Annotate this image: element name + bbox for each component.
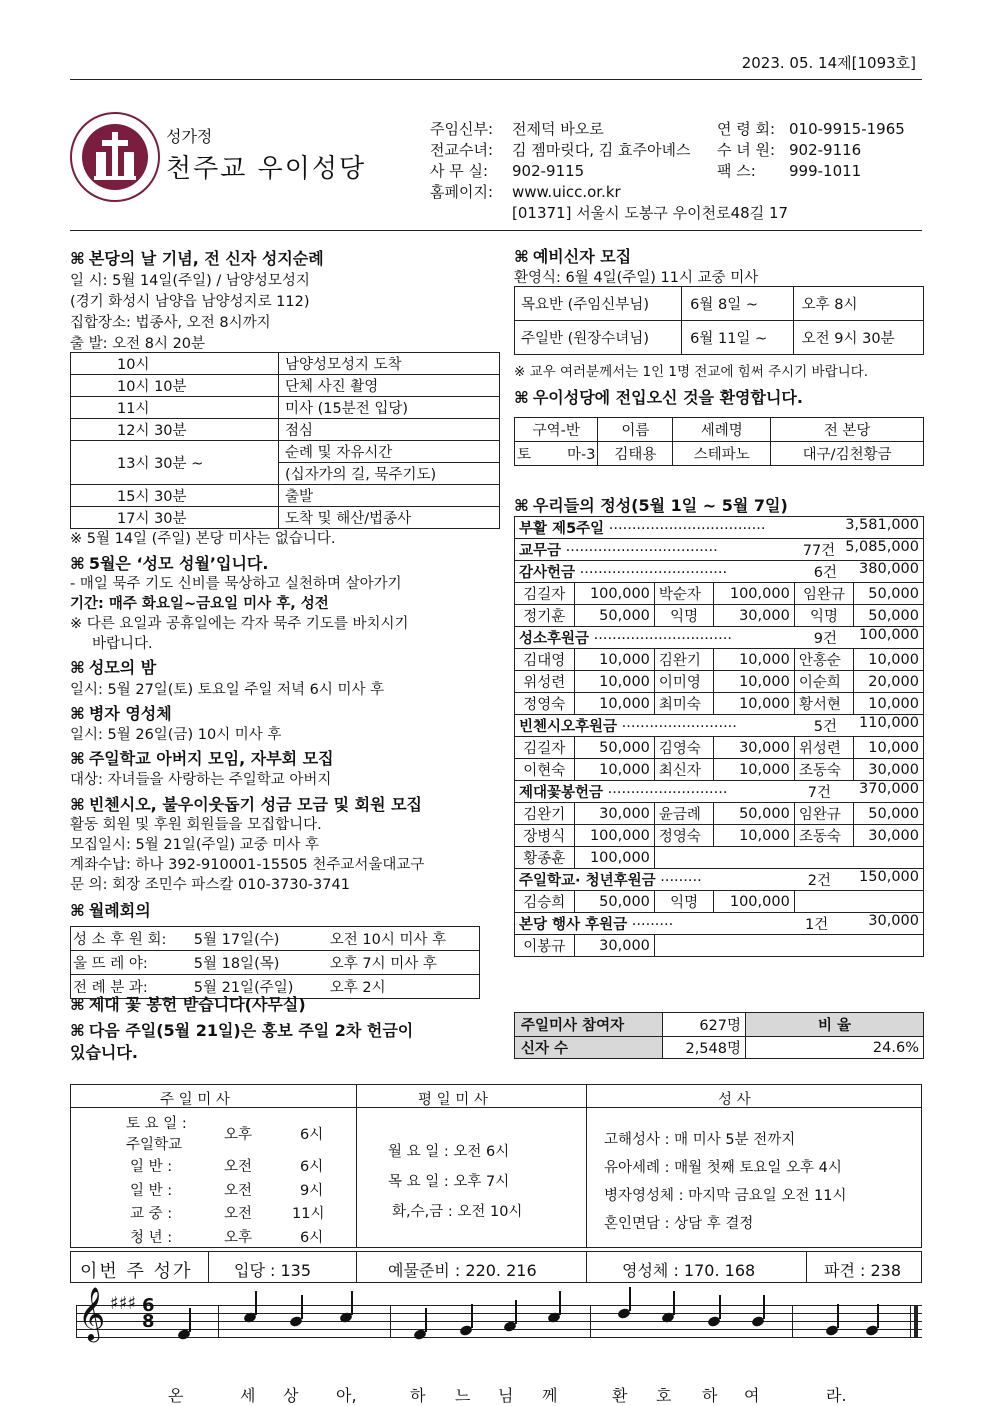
rosary-period: 기간: 매주 화요일~금요일 미사 후, 성전 [70,596,329,612]
table-row: 울 뜨 레 야: 5월 18일(목) 오후 7시 미사 후 [71,951,480,975]
table-row: 김길자 50,000 김영숙 30,000 위성련 10,000 [515,737,924,759]
weekday-mass-row: 목 요 일 : 오후 7시 [388,1174,510,1190]
offerings-title: ⌘ 우리들의 정성(5월 1일 ~ 5월 7일) [514,496,788,515]
table-row: 17시 30분 도착 및 해산/법종사 [71,507,500,529]
logo-subtitle: 성가정 [166,127,213,146]
pilgrimage-title: ⌘ 본당의 날 기념, 전 신자 성지순례 [70,249,324,268]
sacrament-row: 병자영성체 : 마지막 금요일 오전 11시 [604,1188,847,1204]
lyric-syllable: 상 [283,1386,299,1405]
hymn-dismissal: 파견 : 238 [824,1261,902,1280]
catechumen-note: ※ 교우 여러분께서는 1인 1명 전교에 힘써 주시기 바랍니다. [514,364,869,380]
table-row: 정영숙 10,000 최미숙 10,000 황서현 10,000 [515,693,924,715]
offerings-table [514,516,924,957]
staff-line [76,1329,922,1330]
lyric-syllable: 온 [168,1386,184,1405]
rosary-title: ⌘ 5월은 ‘성모 성월’입니다. [70,554,269,573]
table-row: 위성련 10,000 이미영 10,000 이순희 20,000 [515,671,924,693]
staff-start [76,1305,77,1337]
fathers-target: 대상: 자녀들을 사랑하는 주일학교 아버지 [70,772,332,788]
table-row: 목요반 (주임신부님) 6월 8일 ~ 오후 8시 [515,287,924,321]
next-sunday-notice: ⌘ 다음 주일(5월 21일)은 홍보 주일 2차 헌금이 [70,1021,414,1040]
sacrament-row: 유아세례 : 매월 첫째 토요일 오후 4시 [604,1160,842,1176]
flowers-title: ⌘ 제대 꽃 봉헌 받습니다(사무실) [70,995,306,1014]
mass-row-time: 오후 [224,1230,253,1246]
mass-col-divider [356,1084,357,1248]
parish-info: 주임신부: 전제덕 바오로 연 령 회: 010-9915-1965 전교수녀: 김 젬마릿다, 김 효주아녜스 수 녀 원: 902-9116 사 무 실: 902-9115 팩 스: 999-1011 홈페이지: www.uicc.or.kr [01371] 서울시 도봉구 우이천로48길 17 [430,120,905,222]
note-stem [673,1291,675,1315]
attendance-table [514,1012,924,1059]
lyric-syllable: 아, [336,1386,357,1405]
lyric-syllable: 세 [240,1386,256,1405]
sacrament-row: 고해성사 : 매 미사 5분 전까지 [604,1132,796,1148]
rosary-line: - 매일 묵주 기도 신비를 묵상하고 실천하며 살아가기 [70,576,402,592]
lyric-syllable: 께 [542,1386,558,1405]
note-stem [425,1308,427,1332]
hymn-offertory: 예물준비 : 220. 216 [388,1261,537,1280]
staff-line [76,1313,922,1314]
lyric-syllable: 하 [410,1386,426,1405]
sick-communion-time: 일시: 5월 26일(금) 10시 미사 후 [70,727,282,743]
note-stem [763,1295,765,1319]
table-row: 정기훈 50,000 익명 30,000 익명 50,000 [515,605,924,627]
note-stem [719,1295,721,1319]
table-row: 11시 미사 (15분전 입당) [71,397,500,419]
mass-row-label: 청 년 : [130,1230,173,1246]
pilgrimage-note: ※ 5월 14일 (주일) 본당 미사는 없습니다. [70,531,336,547]
monthly-meeting-table [70,926,480,999]
table-row: 부활 제5주일 ·································· 3,581,000 [515,517,924,539]
mass-row-hour: 6시 [300,1159,324,1175]
hymn-label: 이번 주 성가 [80,1261,193,1282]
table-row: 주일미사 참여자 627명 비 율 [515,1013,924,1037]
mass-row-time: 오후 [224,1127,253,1143]
bar-line [390,1305,391,1337]
staff-line [76,1321,922,1322]
table-row: 신자 수 2,548명 24.6% [515,1037,924,1059]
hymn-communion: 영성체 : 170. 168 [622,1261,756,1280]
table-row: 주일반 (원장수녀님) 6월 11일 ~ 오전 9시 30분 [515,321,924,355]
table-row: 제대꽃봉헌금 ·························· 370,000 7건 [515,781,924,803]
newcomers-table [514,417,924,466]
table-row: 교무금 ································· 5,085,000 77건 [515,539,924,561]
homepage-link[interactable]: www.uicc.or.kr [512,183,621,201]
mass-row-time: 오전 [224,1159,253,1175]
hymn-divider [356,1251,357,1283]
note-stem [471,1304,473,1328]
mass-row-label: 일 반 : [130,1183,173,1199]
parish-seal [70,112,160,202]
time-signature: 6 8 [142,1295,155,1332]
table-row: 김완기 30,000 윤금례 50,000 임완규 50,000 [515,803,924,825]
mass-col-divider [586,1084,587,1248]
table-row: 김승희 50,000 익명 100,000 [515,891,924,913]
catechumen-welcome: 환영식: 6월 4일(주일) 11시 교중 미사 [514,270,759,286]
mass-row-hour: 11시 [292,1206,325,1222]
table-row: 12시 30분 점심 [71,419,500,441]
sick-communion-title: ⌘ 병자 영성체 [70,704,172,723]
note-stem [189,1308,191,1332]
catechumen-title: ⌘ 예비신자 모집 [514,247,632,266]
mass-row-label: 교 중 : [130,1206,173,1222]
mass-row-time: 오전 [224,1183,253,1199]
mass-row-label: 주일학교 [126,1137,183,1153]
weekday-mass-row: 화,수,금 : 오전 10시 [392,1204,523,1220]
mary-night-time: 일시: 5월 27일(토) 토요일 주일 저녁 6시 미사 후 [70,682,385,698]
key-signature-icon: ♯♯♯ [110,1293,137,1314]
next-sunday-notice-cont: 있습니다. [70,1043,138,1062]
table-row: 13시 30분 ~ 순례 및 자유시간 [71,441,500,463]
note-stem [515,1300,517,1324]
lyric-syllable: 하 [702,1386,718,1405]
staff-line [76,1337,922,1338]
mass-row-hour: 6시 [300,1127,324,1143]
hymn-divider [586,1251,587,1283]
mass-row-label: 일 반 : [130,1159,173,1175]
table-row: 15시 30분 출발 [71,485,500,507]
sacraments-header: 성 사 [718,1092,751,1108]
table-row: 성 소 후 원 회: 5월 17일(수) 오전 10시 미사 후 [71,927,480,951]
mass-row-label: 토 요 일 : [126,1116,187,1132]
table-row: 이현숙 10,000 최신자 10,000 조동숙 30,000 [515,759,924,781]
table-row: 10시 10분 단체 사진 촬영 [71,375,500,397]
lyric-syllable: 라. [826,1386,847,1405]
hymn-entrance: 입당 : 135 [234,1261,312,1280]
note-stem [877,1304,879,1328]
mary-night-title: ⌘ 성모의 밤 [70,658,157,677]
rosary-note-cont: 바랍니다. [92,636,153,652]
monthly-meeting-title: ⌘ 월례회의 [70,901,151,920]
lyric-syllable: 호 [656,1386,672,1405]
mass-row-hour: 9시 [300,1183,324,1199]
mass-row-time: 오전 [224,1206,253,1222]
final-bar-line [910,1305,911,1337]
final-bar-line [914,1305,918,1337]
mass-row-hour: 6시 [300,1230,324,1246]
table-row: (십자가의 길, 묵주기도) [71,463,500,485]
lyric-syllable: 님 [498,1386,514,1405]
sacrament-row: 혼인면담 : 상담 후 결정 [604,1216,754,1232]
bar-line [792,1305,793,1337]
hymn-divider [806,1251,807,1283]
fathers-title: ⌘ 주일학교 아버지 모임, 자부회 모집 [70,749,334,768]
table-row: 감사헌금 ································ 380,000 6건 [515,561,924,583]
table-row: 김길자 100,000 박순자 100,000 임완규 50,000 [515,583,924,605]
header-divider [70,230,922,231]
pilgrimage-schedule [70,352,500,529]
lyric-syllable: 여 [744,1386,760,1405]
bar-line [218,1305,219,1337]
issue-date: 2023. 05. 14제[1093호] [741,54,916,72]
note-stem [351,1291,353,1315]
note-stem [629,1287,631,1311]
lyric-syllable: 환 [612,1386,628,1405]
table-row: 성소후원금 ······························ 100,000 9건 [515,627,924,649]
table-row: 10시 남양성모성지 도착 [71,353,500,375]
table-row: 주일학교· 청년후원금 ········· 150,000 2건 [515,869,924,891]
top-divider [70,79,922,80]
note-stem [837,1304,839,1328]
vincent-details: 활동 회원 및 후원 회원들을 모집합니다. 모집일시: 5월 21일(주일) 교중 미사 후 계좌수납: 하나 392-910001-15505 천주교서울대교구 문 의: 회장 조민수 파스칼 010-3730-3741 [70,817,425,893]
table-row: 토 마-3 김태용 스테파노 대구/김천황금 [515,442,924,466]
vincent-title: ⌘ 빈첸시오, 불우이웃돕기 성금 모금 및 회원 모집 [70,795,423,814]
note-stem [255,1291,257,1315]
newcomers-title: ⌘ 우이성당에 전입오신 것을 환영합니다. [514,388,803,407]
note-stem [559,1291,561,1315]
table-row: 김대영 10,000 김완기 10,000 안홍순 10,000 [515,649,924,671]
table-row: 구역-반 이름 세례명 전 본당 [515,418,924,442]
lyric-syllable: 느 [455,1386,471,1405]
table-row: 이봉규 30,000 [515,935,924,957]
rosary-note: ※ 다른 요일과 공휴일에는 각자 묵주 기도를 바치시기 [70,616,409,632]
table-row: 빈첸시오후원금 ························· 110,000 5건 [515,715,924,737]
catechumen-table [514,286,924,355]
table-row: 황종훈 100,000 [515,847,924,869]
bar-line [590,1305,591,1337]
table-row: 본당 행사 후원금 ········· 30,000 1건 [515,913,924,935]
staff-line [76,1305,922,1306]
pilgrimage-details: 일 시: 5월 14일(주일) / 남양성모성지 (경기 화성시 남양읍 남양성지로 112) 집합장소: 법종사, 오전 8시까지 출 발: 오전 8시 20분 [70,273,310,352]
note-stem [301,1295,303,1319]
hymn-divider [208,1251,209,1283]
sunday-mass-header: 주 일 미 사 [160,1092,230,1108]
table-row: 전 례 분 과: 5월 21일(주일) 오후 2시 [73,980,386,996]
weekday-mass-header: 평 일 미 사 [418,1092,488,1108]
table-row: 장병식 100,000 정영숙 10,000 조동숙 30,000 [515,825,924,847]
weekday-mass-row: 월 요 일 : 오전 6시 [388,1144,510,1160]
treble-clef-icon: 𝄞 [78,1286,106,1340]
logo-title: 천주교 우이성당 [166,154,367,184]
